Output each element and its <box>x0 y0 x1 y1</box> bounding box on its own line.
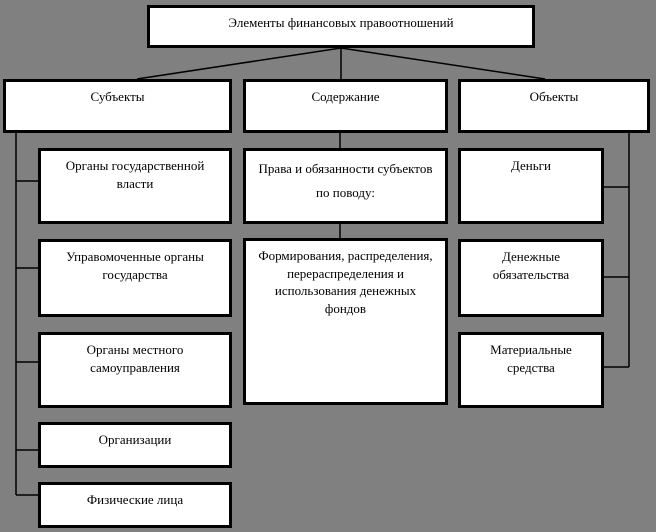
subjects-item-local-government-box <box>38 332 232 408</box>
header-subjects-label: Субъекты <box>90 89 145 104</box>
diagram-title-box <box>147 5 535 48</box>
content-item-label: Права и обязанности субъектов по поводу: <box>258 161 433 201</box>
content-item-label: Формирования, распределения, перераспределения и использования денежных фондов <box>258 248 433 316</box>
objects-item-monetary-obligations-box <box>458 239 604 317</box>
objects-item-label: Денежные обязательства <box>492 249 570 282</box>
content-item-funds-box <box>243 238 448 405</box>
header-subjects-box <box>3 79 232 133</box>
objects-item-label: Деньги <box>511 158 551 173</box>
subjects-item-label: Организации <box>98 432 172 447</box>
subjects-item-label: Управомоченные органы государства <box>66 249 204 282</box>
diagram-title: Элементы финансовых правоотношений <box>228 15 454 30</box>
header-content-label: Содержание <box>311 89 380 104</box>
subjects-item-individuals-box <box>38 482 232 528</box>
objects-item-money-box <box>458 148 604 224</box>
header-content-box <box>243 79 448 133</box>
header-objects-box <box>458 79 650 133</box>
objects-item-label: Материальные средства <box>490 342 572 375</box>
content-item-rights-duties-box <box>243 148 448 224</box>
header-objects-label: Объекты <box>529 89 579 104</box>
subjects-item-authorized-bodies-box <box>38 239 232 317</box>
subjects-item-organizations-box <box>38 422 232 468</box>
subjects-item-label: Органы государственной власти <box>65 158 205 191</box>
subjects-item-label: Физические лица <box>86 492 184 507</box>
subjects-item-label: Органы местного самоуправления <box>86 342 184 375</box>
objects-item-material-means-box <box>458 332 604 408</box>
subjects-item-state-authority-box <box>38 148 232 224</box>
